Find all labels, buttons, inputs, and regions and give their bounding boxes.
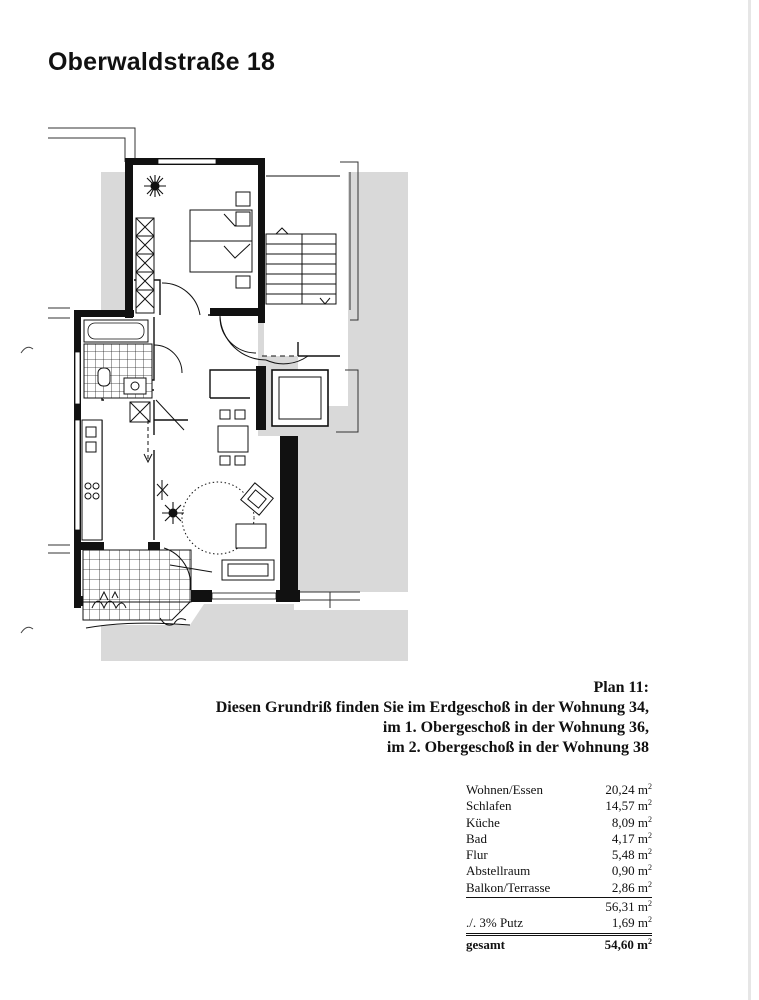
room-name: Abstellraum xyxy=(466,863,531,879)
plant-icon xyxy=(144,175,166,197)
room-area: 2,86 xyxy=(611,879,635,895)
sink-basin xyxy=(131,382,139,390)
room-name: Flur xyxy=(466,847,488,863)
punch-hole-mark xyxy=(20,344,34,354)
bathtub-inner xyxy=(88,323,144,339)
page-edge xyxy=(748,0,751,1000)
room-area: 20,24 xyxy=(605,782,635,797)
exterior-strip xyxy=(294,592,420,610)
total-row: gesamt 54,60 $m^2$ xyxy=(466,936,652,952)
deduction-area: 1,69 xyxy=(611,915,635,931)
punch-hole-mark xyxy=(20,624,34,634)
coffee-table xyxy=(236,524,266,548)
wardrobe xyxy=(136,218,154,313)
room-name: Bad xyxy=(466,830,487,846)
deduction-row: ./. 3% Putz 1,69 $m^2$ xyxy=(466,915,652,931)
room-area: 0,90 xyxy=(611,863,635,879)
divider xyxy=(466,897,652,898)
balcony-floor xyxy=(83,602,190,620)
room-area: 4,17 xyxy=(611,830,635,846)
room-name: Wohnen/Essen xyxy=(466,782,543,797)
exterior-strip xyxy=(40,125,101,320)
room-area: 5,48 xyxy=(611,847,635,863)
toilet-icon xyxy=(98,368,110,386)
elevator-icon xyxy=(272,370,328,426)
deduction-label: ./. 3% Putz xyxy=(466,915,524,931)
window xyxy=(158,159,216,164)
caption-line: im 1. Obergeschoß in der Wohnung 36, xyxy=(382,719,649,736)
kitchen-appliance xyxy=(86,427,96,437)
room-name: Schlafen xyxy=(466,798,512,814)
area-row: Balkon/Terrasse 2,86 $m^2$ xyxy=(466,879,652,895)
caption-line: Diesen Grundriß finden Sie im Erdgeschoß in der Wohnung 34, xyxy=(215,699,649,716)
room-area: 14,57 xyxy=(605,798,635,814)
divider xyxy=(466,933,652,936)
area-row: Bad 4,17 $m^2$ xyxy=(466,830,652,846)
area-row: Wohnen/Essen 20,24 $m^2$ xyxy=(466,782,652,797)
sofa-icon xyxy=(222,560,274,580)
caption-line: im 2. Obergeschoß in der Wohnung 38 xyxy=(386,739,649,756)
caption-heading: Plan 11: xyxy=(593,679,649,696)
window xyxy=(75,352,80,404)
window xyxy=(212,593,276,599)
floor-plan xyxy=(40,120,420,665)
subtotal-area: 56,31 xyxy=(605,899,635,915)
stairs-icon xyxy=(266,228,336,304)
kitchen-appliance xyxy=(86,442,96,452)
subtotal-row: 56,31 $m^2$ xyxy=(605,899,652,915)
kitchen-counter xyxy=(82,420,102,540)
area-table xyxy=(466,782,652,953)
exterior-strip xyxy=(40,315,75,665)
total-area: 54,60 xyxy=(604,936,634,952)
plan-caption xyxy=(216,678,649,758)
area-row: Küche 8,09 $m^2$ xyxy=(466,814,652,830)
room-area: 8,09 xyxy=(611,814,635,830)
area-row: Flur 5,48 $m^2$ xyxy=(466,847,652,863)
plant-icon xyxy=(162,502,184,524)
page-title: Oberwaldstraße 18 xyxy=(48,48,276,76)
room-name: Balkon/Terrasse xyxy=(466,879,551,895)
storage-box xyxy=(130,402,150,422)
area-row: Abstellraum 0,90 $m^2$ xyxy=(466,863,652,879)
balcony-floor xyxy=(83,550,191,602)
room-name: Küche xyxy=(466,814,500,830)
window xyxy=(75,420,80,530)
total-label: gesamt xyxy=(466,936,505,952)
area-row: Schlafen 14,57 $m^2$ xyxy=(466,798,652,814)
